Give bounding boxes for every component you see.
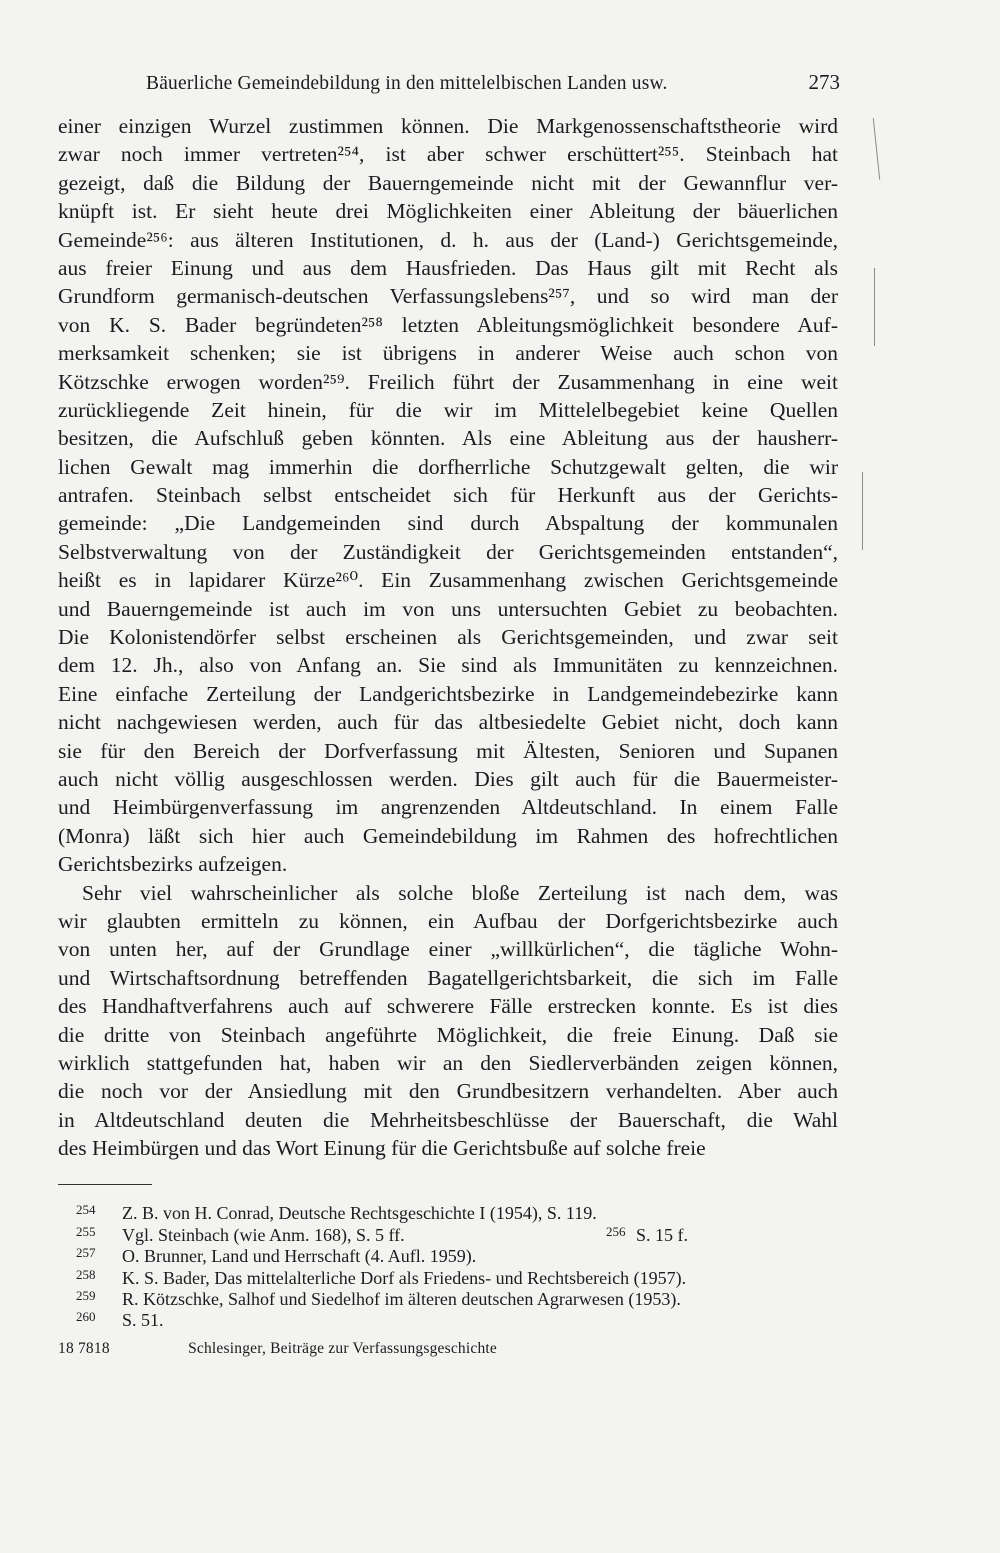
text-line: von K. S. Bader begründeten²⁵⁸ letzten Ableitungsmöglichkeit besondere Auf- <box>58 312 838 337</box>
text-line: merksamkeit schenken; sie ist übrigens in anderer Weise auch schon von <box>58 341 838 366</box>
text-line: Selbstverwaltung von der Zuständigkeit der Gerichtsgemeinden entstanden“, <box>58 539 838 564</box>
text-line: wirklich stattgefunden hat, haben wir an den Siedlerverbänden zeigen können, <box>58 1050 838 1075</box>
footnote <box>58 1221 838 1245</box>
text-line: des Heimbürgen und das Wort Einung für die Gerichtsbuße auf solche freie <box>58 1136 706 1161</box>
text-line: auch nicht völlig ausgeschlossen werden. Dies gilt auch für die Bauermeister- <box>58 766 838 791</box>
footnote-number: 260 <box>76 1309 96 1325</box>
text-line: Sehr viel wahrscheinlicher als solche bloße Zerteilung ist nach dem, was <box>82 880 838 905</box>
text-line: besitzen, die Aufschluß geben könnten. Als eine Ableitung aus der hausherr- <box>58 426 838 451</box>
text-line: Kötzschke erwogen worden²⁵⁹. Freilich führt der Zusammenhang in eine weit <box>58 369 838 394</box>
text-line: einer einzigen Wurzel zustimmen können. Die Markgenossenschaftstheorie wird <box>58 114 838 138</box>
signature-code: 18 7818 <box>58 1339 110 1357</box>
footnote-number: 258 <box>76 1266 96 1282</box>
running-title: Bäuerliche Gemeindebildung in den mittelelbischen Landen usw. <box>146 73 668 94</box>
footnote-number: 256 <box>606 1223 626 1239</box>
footnotes <box>58 1199 838 1331</box>
text-line: Gemeinde²⁵⁶: aus älteren Institutionen, d. h. aus der (Land-) Gerichtsgemeinde, <box>58 227 838 252</box>
text-line: zwar noch immer vertreten²⁵⁴, ist aber schwer erschüttert²⁵⁵. Steinbach hat <box>58 142 838 167</box>
footnote-text: Z. B. von H. Conrad, Deutsche Rechtsgeschichte I (1954), S. 119. <box>122 1203 597 1224</box>
text-line: Die Kolonistendörfer selbst erscheinen als Gerichtsgemeinden, und zwar seit <box>58 625 838 650</box>
text-line: antrafen. Steinbach selbst entscheidet sich für Herkunft aus der Gerichts- <box>58 483 838 508</box>
text-line: nicht nachgewiesen werden, auch für das altbesiedelte Gebiet nicht, doch kann <box>58 710 838 735</box>
footnote-number: 257 <box>76 1245 96 1261</box>
footnote <box>58 1264 838 1288</box>
body-text <box>58 112 838 1162</box>
text-line: lichen Gewalt mag immerhin die dorfherrliche Schutzgewalt gelten, die wir <box>58 454 838 479</box>
text-line: knüpft ist. Er sieht heute drei Möglichkeiten einer Ableitung der bäuerlichen <box>58 199 838 224</box>
page-number: 273 <box>808 70 840 94</box>
text-line: Eine einfache Zerteilung der Landgerichtsbezirke in Landgemeindebezirke kann <box>58 681 838 706</box>
text-line: aus freier Einung und aus dem Hausfrieden. Das Haus gilt mit Recht als <box>58 255 838 280</box>
text-line: gezeigt, daß die Bildung der Bauerngemeinde nicht mit der Gewannflur ver- <box>58 170 838 195</box>
text-line: gemeinde: „Die Landgemeinden sind durch Abspaltung der kommunalen <box>58 511 838 536</box>
text-line: zurückliegende Zeit hinein, für die wir im Mittelelbegebiet keine Quellen <box>58 397 838 422</box>
text-line: Gerichtsbezirks aufzeigen. <box>58 852 288 877</box>
signature-text: Schlesinger, Beiträge zur Verfassungsgeschichte <box>188 1339 498 1357</box>
text-line: (Monra) läßt sich hier auch Gemeindebildung im Rahmen des hofrechtlichen <box>58 823 838 848</box>
text-line: die noch vor der Ansiedlung mit den Grundbesitzern verhandelten. Aber auch <box>58 1079 838 1104</box>
text-line: dem 12. Jh., also von Anfang an. Sie sind als Immunitäten zu kennzeichnen. <box>58 653 838 678</box>
text-line: und Bauerngemeinde ist auch im von uns untersuchten Gebiet zu beobachten. <box>58 596 838 621</box>
margin-mark <box>873 118 881 180</box>
text-line: in Altdeutschland deuten die Mehrheitsbeschlüsse der Bauerschaft, die Wahl <box>58 1107 838 1132</box>
footnote-text: S. 15 f. <box>636 1224 689 1245</box>
footnote <box>58 1285 838 1310</box>
running-header <box>58 62 838 112</box>
text-line: wir glaubten ermitteln zu können, ein Aufbau der Dorfgerichtsbezirke auch <box>58 908 838 933</box>
margin-mark <box>862 472 863 550</box>
footnote-number: 254 <box>76 1202 96 1218</box>
footnote-text: S. 51. <box>122 1310 164 1331</box>
text-line: von unten her, auf der Grundlage einer „willkürlichen“, die tägliche Wohn- <box>58 937 838 962</box>
footnote-rule <box>58 1184 152 1185</box>
text-line: sie für den Bereich der Dorfverfassung mit Ältesten, Senioren und Supanen <box>58 738 838 763</box>
footnote <box>58 1199 838 1224</box>
signature-line <box>58 1340 838 1358</box>
footnote-text: K. S. Bader, Das mittelalterliche Dorf als Friedens- und Rechtsbereich (1957). <box>122 1267 687 1288</box>
text-line: Grundform germanisch-deutschen Verfassungslebens²⁵⁷, und so wird man der <box>58 284 838 309</box>
footnote-number: 255 <box>76 1223 96 1239</box>
text-line: des Handhaftverfahrens auch auf schwerere Fälle erstrecken konnte. Es ist dies <box>58 994 838 1019</box>
text-line: und Heimbürgenverfassung im angrenzenden Altdeutschland. In einem Falle <box>58 795 838 820</box>
footnote-number: 259 <box>76 1288 96 1304</box>
footnote <box>58 1306 838 1331</box>
book-page <box>58 62 838 1358</box>
text-line: und Wirtschaftsordnung betreffenden Bagatellgerichtsbarkeit, die sich im Falle <box>58 965 838 990</box>
margin-mark <box>874 268 875 346</box>
footnote-text: O. Brunner, Land und Herrschaft (4. Aufl. 1959). <box>122 1246 477 1267</box>
footnote-text: Vgl. Steinbach (wie Anm. 168), S. 5 ff. <box>122 1224 405 1245</box>
footnote-text: R. Kötzschke, Salhof und Siedelhof im älteren deutschen Agrarwesen (1953). <box>122 1289 681 1310</box>
text-line: heißt es in lapidarer Kürze²⁶⁰. Ein Zusammenhang zwischen Gerichtsgemeinde <box>58 568 838 593</box>
footnote <box>58 1242 838 1267</box>
text-line: die dritte von Steinbach angeführte Möglichkeit, die freie Einung. Daß sie <box>58 1022 838 1047</box>
